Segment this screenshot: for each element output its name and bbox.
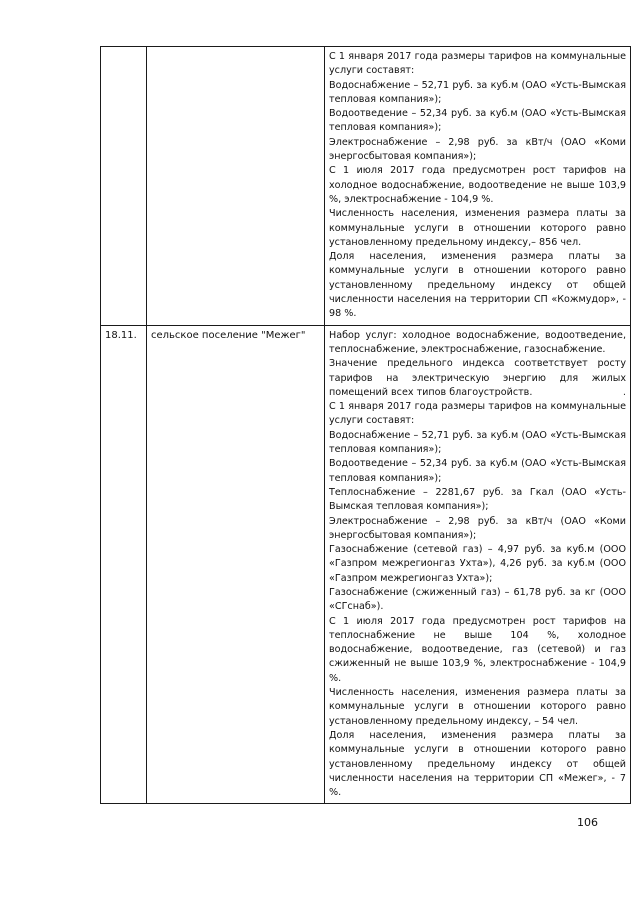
row-number-cell [101, 47, 147, 326]
paragraph: Набор услуг: холодное водоснабжение, водоотведение, теплоснабжение, электроснабжение, газоснабжение. [329, 329, 626, 355]
tariff-table [100, 46, 631, 804]
settlement-name-cell: сельское поселение "Межег" [147, 325, 325, 804]
paragraph: Численность населения, изменения размера платы за коммунальные услуги в отношении которого равно установленному предельному индексу,– 856 чел. [329, 208, 626, 248]
paragraph: Электроснабжение – 2,98 руб. за кВт/ч (ОАО «Коми энергосбытовая компания»); [329, 515, 626, 541]
paragraph: Газоснабжение (сжиженный газ) – 61,78 руб. за кг (ООО «СГснаб»). [329, 586, 626, 613]
paragraph: С 1 июля 2017 года предусмотрен рост тарифов на холодное водоснабжение, водоотведение не выше 103,9 %, электроснабжение - 104,9 %. [329, 165, 626, 205]
paragraph: С 1 января 2017 года размеры тарифов на коммунальные услуги составят: [329, 401, 626, 427]
paragraph: Электроснабжение – 2,98 руб. за кВт/ч (ОАО «Коми энергосбытовая компания»); [329, 136, 626, 163]
paragraph: С 1 июля 2017 года предусмотрен рост тарифов на теплоснабжение не выше 104 %, холодное водоснабжение, водоотведение, газ (сетевой) и газ сжиженный не выше 103,9 %, электроснабжение - 104,9 %. [329, 615, 626, 684]
stray-mark: · [622, 390, 626, 401]
paragraph: Численность населения, изменения размера платы за коммунальные услуги в отношении которого равно установленному предельному индексу, – 54 чел. [329, 687, 626, 727]
paragraph: Водоотведение – 52,34 руб. за куб.м (ОАО «Усть-Вымская тепловая компания»); [329, 458, 626, 484]
paragraph: Теплоснабжение – 2281,67 руб. за Гкал (ОАО «Усть-Вымская тепловая компания»); [329, 486, 626, 513]
tariff-description-cell [325, 47, 631, 326]
page-number: 106 [577, 816, 598, 829]
paragraph: Газоснабжение (сетевой газ) – 4,97 руб. за куб.м (ООО «Газпром межрегионгаз Ухта»), 4,26 руб. за куб.м (ООО «Газпром межрегионгаз Ухта»); [329, 544, 626, 584]
paragraph: С 1 января 2017 года размеры тарифов на коммунальные услуги составят: [329, 51, 626, 77]
paragraph: Водоотведение – 52,34 руб. за куб.м (ОАО «Усть-Вымская тепловая компания»); [329, 108, 626, 134]
table-row [101, 325, 631, 804]
paragraph: Водоснабжение – 52,71 руб. за куб.м (ОАО «Усть-Вымская тепловая компания»); [329, 79, 626, 105]
table-row [101, 47, 631, 326]
paragraph: Водоснабжение – 52,71 руб. за куб.м (ОАО «Усть-Вымская тепловая компания»); [329, 429, 626, 456]
row-number-cell: 18.11. [101, 325, 147, 804]
tariff-description-cell [325, 325, 631, 804]
settlement-name-cell [147, 47, 325, 326]
paragraph: Значение предельного индекса соответствует росту тарифов на электрическую энергию для жилых помещений всех типов благоустройств. [329, 358, 626, 398]
paragraph: Доля населения, изменения размера платы за коммунальные услуги в отношении которого равно установленному предельному индексу от общей численности населения на территории СП «Межег», - 7 %. [329, 729, 626, 799]
paragraph: Доля населения, изменения размера платы за коммунальные услуги в отношении которого равно установленному предельному индексу от общей численности населения на территории СП «Кожмудор», - 98 %. [329, 251, 626, 320]
